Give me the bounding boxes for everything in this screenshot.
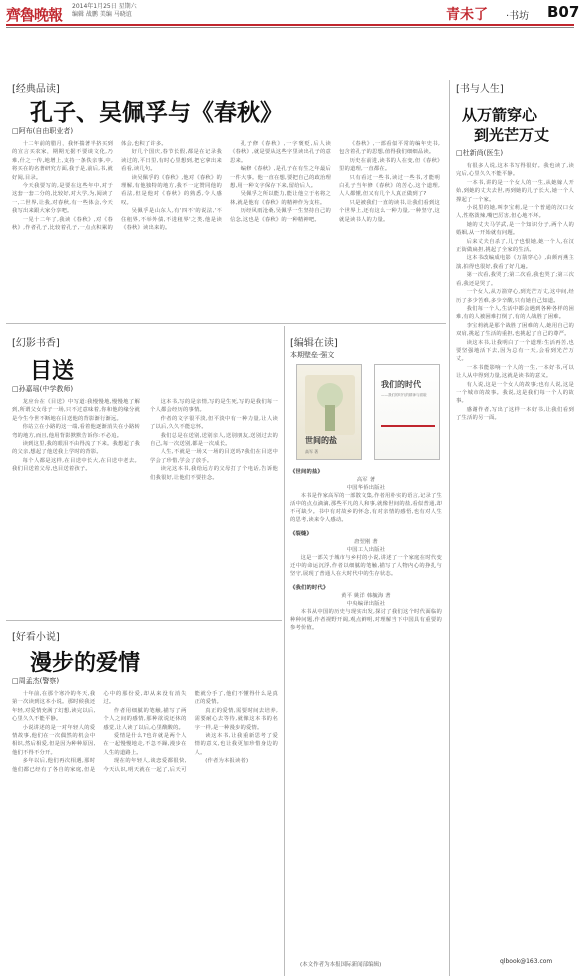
paragraph: 每个人都是这样,在目送中长大,在目送中老去。我们目送着父母,也目送着孩子。: [12, 457, 140, 473]
entry-publisher: 中国华侨出版社: [346, 485, 386, 491]
cover-title: 我们的时代: [381, 379, 421, 389]
entry-publisher: 中国工人出版社: [346, 547, 386, 553]
article2-body: [456, 162, 574, 952]
page-number: B07: [547, 3, 580, 21]
cover-subtitle: 高军 著: [305, 449, 319, 454]
issue-editors: 编辑 战鹏 美编 马晓谊: [72, 11, 132, 18]
paragraph: 今天我要写的,是要在这些年中,对于这套一套二分的,比较好,对大学,为,阅读了一,二世界,让我,对春秋,有一些体会,今天我写出来跟大家分享吧。: [12, 183, 113, 215]
article4-tag: [编辑在读]: [290, 338, 338, 349]
book-cover-2: [374, 364, 440, 460]
entry-description: 这是一部关于城市与乡村的小说,讲述了一个家庭在时代变迁中的命运沉浮,作者以细腻的笔触,描写了人物内心的挣扎与坚守,展现了普通人在大时代中的生存状态。: [290, 555, 442, 577]
article1-author: □阿布(自由职业者): [12, 127, 74, 135]
paragraph: 真正的爱情,需要时间去培养,需要耐心去等待,就像这本书的名字一样,是一种漫步的爱情。: [194, 707, 278, 731]
paragraph: 有很多人说,这本书写得很好。我也读了,读完后,心里久久不能平静。: [456, 163, 574, 178]
entry-description: 本书是作家高军的一部散文集,作者用朴实的语言,记录了生活中的点点滴滴,那些平凡的人和事,就像世间的盐,看似普通,却不可缺少。书中有对故乡的怀念,有对亲情的感悟,也有对人生的思考,读来令人感动。: [290, 493, 442, 523]
paragraph: 第一次看,我哭了;第二次看,我也哭了;第三次看,我还是哭了。: [456, 272, 574, 287]
paragraph: 历史在前进,读书的人在变,但《春秋》里的道理,一直都在。: [339, 157, 440, 173]
entry-title: 《裂缝》: [290, 531, 312, 537]
paragraph: 现在的年轻人,谈恋爱都很快,今天认识,明天就在一起了,后天可能就分手了,他们不懂得什么是真正的爱情。: [103, 691, 278, 773]
article5-tag: [好看小说]: [12, 632, 60, 643]
paragraph: 她的丈夫马学武,是一个知识分子,两个人的婚姻,从一开始就有问题。: [456, 221, 574, 237]
paragraph: 我们每一个人,生活中都会遇到各种各样的困难,有的人被困难打倒了,有的人战胜了困难。: [456, 305, 574, 321]
book-cover-1: [296, 364, 362, 460]
article5-author: □周孟杰(警察): [12, 677, 60, 685]
entry-author: 黄平 姚洋 韩毓海 著: [341, 593, 391, 599]
section-name: ·书坊: [506, 11, 530, 22]
article2-title-line1: 从万箭穿心: [462, 106, 538, 124]
paragraph: 一本书,讲的是一个女人的一生,从她嫁人开始,到她的丈夫去世,再到她的儿子长大,她一个人撑起了一个家。: [456, 179, 574, 203]
paragraph: 历经风雨沧桑,吴佩孚一生坚持自己的信念,这也是《春秋》的一种精神吧。: [230, 208, 331, 223]
column-name: 青未了: [446, 7, 488, 23]
paragraph: 读到这里,我的眼泪不由得流了下来。我想起了我的父亲,想起了他送我上学时的背影。: [12, 441, 140, 456]
paragraph: 吴佩孚之所以能力,能让他立于名将之林,就是他有《春秋》的精神作为支柱。: [230, 191, 331, 206]
paragraph: 只是被我们一直的读书,让我们看到这个世界上,还有这么一种力量,一种坚守,这就是读书人的力量。: [339, 199, 440, 223]
paragraph: 编修《春秋》,是孔子在有生之年最后一件大事。他一直在想,要把自己的政治理想,用一种文字保存下来,留给后人。: [230, 166, 331, 190]
article2-email: qlbook@163.com: [500, 958, 553, 965]
article3-tag: [幻影书香]: [12, 338, 60, 349]
paragraph: 《春秋》,一部看似平常的编年史书,包含着孔子的思想,值得我们细细品读。: [339, 141, 440, 156]
paragraph: 你站立在小路的这一端,看着他逐渐消失在小路转弯的地方,而且,他用背影默默告诉你:不必追。: [12, 424, 140, 439]
paragraph: 读这本书,让我明白了一个道理:生活再苦,也要坚强地活下去,因为总有一天,会看到光芒万丈。: [456, 339, 574, 363]
paragraph: 小说讲述的是一对年轻人的爱情故事,他们在一次偶然的机会中相识,然后相爱,但是因为种种原因,他们不得不分开。: [12, 724, 96, 756]
paragraph: 十二年前的腊月，我怀揣著半挤买到的宣言买农家，期期无据不要谈文化,乃难,什之一传,地增上,支持一条佚亲事,中,将买在的名著研究方面,我于是,前后,书,就好阅,目录。: [12, 141, 113, 181]
header-rule-thin: [6, 27, 574, 28]
paragraph: 作者用细腻的笔触,描写了两个人之间的感情,那种欲说还休的感觉,让人读了以后,心里酸酸的。: [103, 707, 187, 731]
paragraph: 孔子修《春秋》,一字褒贬,后人读《春秋》,就是要从这些字里读出孔子的意思来。: [230, 141, 331, 164]
article4-footer: (本文作者为本报国际新闻部编辑): [300, 962, 382, 968]
article3-title: 目送: [30, 358, 75, 384]
cover-illustration: [305, 375, 355, 435]
article2-tag: [书与人生]: [456, 84, 504, 95]
issue-meta: [72, 3, 242, 19]
paragraph: 爱情是什么?也许就是两个人在一起慢慢地走,不急不躁,漫步在人生的道路上。: [103, 733, 187, 756]
header-rule: [6, 24, 574, 26]
paragraph: 读吴佩孚的《春秋》,他对《春秋》的理解,有他独特的地方,我不一定赞同他的看法,但是他对《春秋》的熟悉,令人感叹。: [121, 174, 222, 206]
article1-tag: [经典品读]: [12, 84, 60, 95]
article3-body: [12, 398, 278, 614]
cover-subtitle: ——我们的时代的精神与面貌: [381, 393, 427, 397]
paragraph: 一个女人,从万箭穿心,到光芒万丈,这中间,经历了多少苦难,多少辛酸,只有她自己知道。: [456, 289, 574, 304]
issue-date: 2014年1月25日 星期六: [72, 3, 137, 10]
article5-footer: (作者为本报读者): [205, 758, 249, 765]
article1-body: [12, 140, 440, 318]
section-divider-2: [6, 620, 282, 621]
paragraph: 多年以后,他们再次相遇,那时他们都已经有了各自的家庭,但是心中的那份爱,却从来没有消失过。: [12, 691, 187, 773]
entry-title: 《世间的盐》: [290, 469, 323, 475]
paragraph: 读这本书,让我重新思考了爱情的意义,也让我更加珍惜身边的人。: [194, 733, 278, 756]
column-divider-mid: [284, 326, 285, 976]
paragraph: 我们总是在送别,送别亲人,送别朋友,送别过去的自己,每一次送别,都是一次成长。: [150, 432, 278, 448]
paragraph: 有人说,这是一个女人的故事;也有人说,这是一个城市的故事。我说,这是我们每一个人的故事。: [456, 381, 574, 405]
paragraph: 一晃十二年了,我读《春秋》,对《春秋》,作者孔子,比较着孔子,一点点积累的体会,也积了许多。: [12, 141, 167, 232]
entry-publisher: 中央编译出版社: [346, 601, 386, 607]
section-divider-1: [6, 323, 446, 324]
paragraph: 十年前,在那个寒冷的冬天,我第一次读到这本小说。那时候我还年轻,对爱情充满了幻想,读完以后,心里久久不能平静。: [12, 691, 96, 723]
paragraph: 这本书改编成电影《万箭穿心》,由颜丙燕主演,拍得也很好,我看了好几遍。: [456, 255, 574, 270]
paragraph: 作者的文字很平淡,但平淡中有一种力量,让人读了以后,久久不能忘怀。: [150, 415, 278, 431]
article3-author: □孙嘉瑶(中学教师): [12, 385, 74, 393]
article1-title: 孔子、吴佩孚与《春秋》: [30, 99, 283, 126]
entry-author: 唐翌刚 著: [354, 539, 378, 545]
entry-description: 本书从中国的历史与现实出发,探讨了我们这个时代面临的种种问题,作者视野开阔,观点鲜明,对理解当下中国具有重要的参考价值。: [290, 609, 442, 631]
paragraph: 小说里的她,叫李宝莉,是一个普通的汉口女人,性格泼辣,嘴巴厉害,但心地不坏。: [456, 205, 574, 220]
paragraph: 后来丈夫自杀了,儿子也恨她,她一个人,在汉正街做扁担,挑起了全家的生活。: [456, 238, 574, 254]
entry-title: 《我们的时代》: [290, 585, 329, 591]
article4-author: 本期壁垒·强文: [290, 351, 335, 359]
paragraph: 人生,不就是一场又一场的目送吗?我们在目送中学会了珍惜,学会了放手。: [150, 449, 278, 464]
article5-title: 漫步的爱情: [30, 650, 141, 676]
paragraph: 感谢作者,写出了这样一本好书,让我们看到了生活的另一面。: [456, 406, 574, 422]
article5-body: [12, 690, 278, 972]
paragraph: 一本书能影响一个人的一生,一本好书,可以让人从中得到力量,这就是读书的意义。: [456, 364, 574, 380]
article2-author: □杜新尚(医生): [456, 149, 504, 157]
paragraph: 吴佩孚是山东人,有'四不'的说法,'不住租界,不举外债,不进租界'之类,他是读《春秋》读出来的。: [121, 208, 222, 232]
entry-author: 高军 著: [356, 477, 376, 483]
newspaper-logo: 齊魯晚報: [6, 6, 63, 24]
paragraph: 读完这本书,我给远方的父母打了个电话,告诉他们我很好,让他们不要挂念。: [150, 466, 278, 481]
paragraph: 这本书,写的是亲情,写的是生死,写的是我们每一个人都会经历的事情。: [150, 399, 278, 414]
column-divider-right: [449, 80, 450, 976]
paragraph: 好几个国庆,春节长假,都是在记录我读过的,平日里,有时心里想到,把它拿出来看看,读几句。: [121, 149, 222, 173]
paragraph: 只有看过一些书,读过一些书,才能明白孔子当年修《春秋》的苦心,这个道理,人人都懂,但又有几个人真正做到了?: [339, 174, 440, 198]
paragraph: 李宝莉就是那个战胜了困难的人,她用自己的双肩,挑起了生活的重担,也挑起了自己的尊严。: [456, 322, 574, 338]
cover-title: 世间的盐: [305, 435, 337, 445]
article2-title-line2: 到光芒万丈: [474, 126, 550, 144]
paragraph: 龙应台在《目送》中写道:我慢慢地,慢慢地了解到,所谓父女母子一场,只不过意味着,你和他的缘分就是今生今世不断地在目送他的背影渐行渐远。: [12, 399, 140, 422]
article4-body: [290, 468, 442, 963]
